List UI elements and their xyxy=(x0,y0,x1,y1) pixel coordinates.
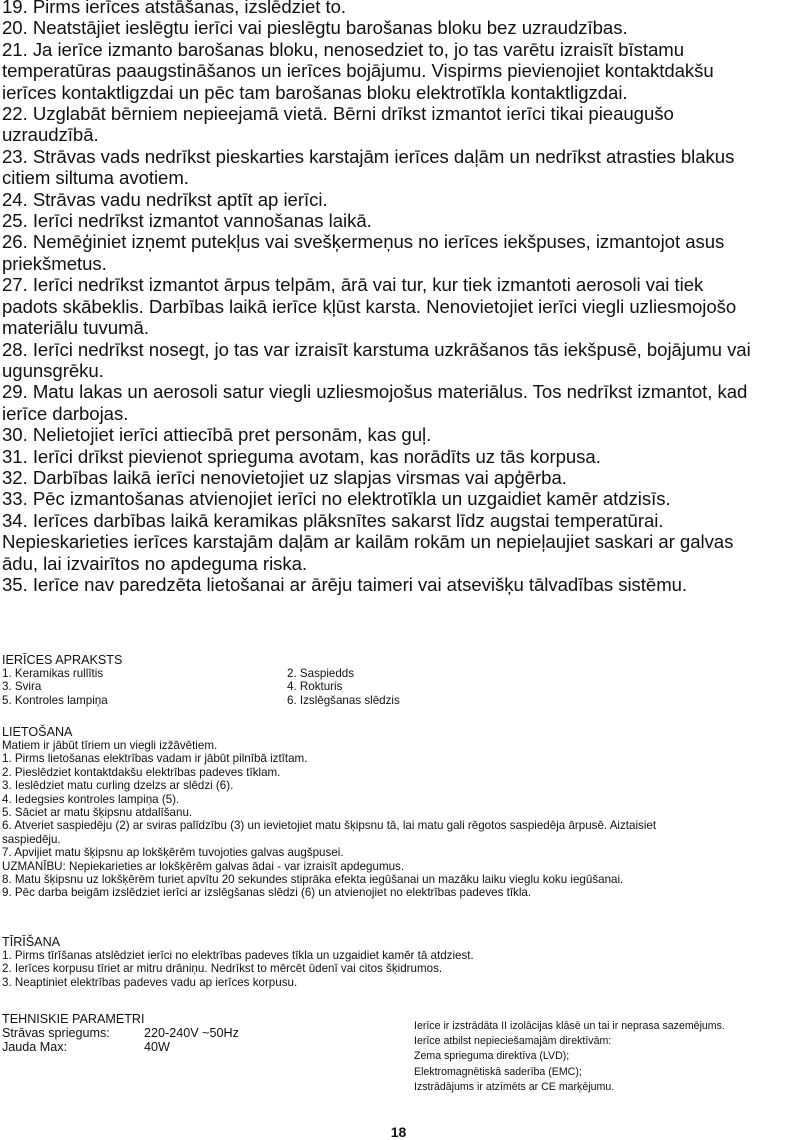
param-row xyxy=(2,1040,402,1054)
warning-line: 35. Ierīce nav paredzēta lietošanai ar ārēju taimeri vai atsevišķu tālvadības sistēmu. xyxy=(2,573,688,595)
usage-line: 7. Apvijiet matu šķipsnu ap lokšķērēm tuvojoties galvas augšpusei. xyxy=(2,846,344,860)
warning-line: 20. Neatstājiet ieslēgtu ierīci vai pieslēgtu barošanas bloku bez uzraudzības. xyxy=(2,17,628,39)
params-title: TEHNISKIE PARAMETRI xyxy=(2,1012,145,1026)
cleaning-line: 3. Neaptiniet elektrības padeves vadu ap ierīces korpusu. xyxy=(2,975,298,989)
warning-line: priekšmetus. xyxy=(2,252,107,274)
compliance-line: Ierīce ir izstrādāta II izolācijas klāsē un tai ir neprasa sazemējums. xyxy=(414,1020,725,1032)
usage-line: 8. Matu šķipsnu uz lokšķērēm turiet apvītu 20 sekundes stiprāka efekta iegūšanai un mazāku laiku vieglu koku iegūšanai. xyxy=(2,873,624,887)
warning-line: padots skābeklis. Darbības laikā ierīce kļūst karsta. Nenovietojiet ierīci viegli uzliesmojošo xyxy=(2,295,737,317)
parts-list xyxy=(2,667,762,707)
param-row xyxy=(2,1026,402,1040)
warning-line: 26. Nemēģiniet izņemt putekļus vai svešķermeņus no ierīces iekšpuses, izmantojot asus xyxy=(2,231,725,253)
usage-line: 3. Ieslēdziet matu curling dzelzs ar slēdzi (6). xyxy=(2,779,234,793)
compliance-line: Elektromagnētiskā saderība (EMC); xyxy=(414,1065,582,1078)
warning-line: 32. Darbības laikā ierīci nenovietojiet uz slapjas virsmas vai apģērba. xyxy=(2,466,567,488)
technical-parameters xyxy=(2,1012,402,1054)
usage-line: 2. Pieslēdziet kontaktdakšu elektrības padeves tīklam. xyxy=(2,765,281,779)
compliance-line: Zema sprieguma direktīva (LVD); xyxy=(414,1050,570,1063)
usage-line: 9. Pēc darba beigām izslēdziet ierīci ar izslēgšanas slēdzi (6) un atvienojiet no elektrības padeves tīkla. xyxy=(2,886,532,900)
part-item: 2. Saspiedds xyxy=(287,667,355,680)
compliance-notes xyxy=(414,1019,794,1095)
safety-warnings xyxy=(2,0,797,595)
usage-line: 5. Sāciet ar matu šķipsnu atdalīšanu. xyxy=(2,806,193,820)
warning-line: 34. Ierīces darbības laikā keramikas plāksnītes sakarst līdz augstai temperatūrai. xyxy=(2,509,664,531)
device-description xyxy=(2,653,762,707)
part-item: 5. Kontroles lampiņa xyxy=(2,693,108,707)
warning-line: 23. Strāvas vads nedrīkst pieskarties karstajām ierīces daļām un nedrīkst atrasties blakus xyxy=(2,145,735,167)
warning-line: 22. Uzglabāt bērniem nepieejamā vietā. Bērni drīkst izmantot ierīci tikai pieaugušo xyxy=(2,103,674,125)
usage-title: LIETOŠANA xyxy=(2,725,73,739)
page-number: 18 xyxy=(390,1124,407,1140)
cleaning-line: 1. Pirms tīrīšanas atslēdziet ierīci no elektrības padeves tīkla un uzgaidiet kamēr tā atdziest. xyxy=(2,949,474,962)
cleaning-line: 2. Ierīces korpusu tīriet ar mitru drāniņu. Nedrīkst to mērcēt ūdenī vai citos šķidrumos. xyxy=(2,962,443,976)
warning-line: ierīce darbojas. xyxy=(2,402,129,424)
warning-line: 27. Ierīci nedrīkst izmantot ārpus telpām, ārā vai tur, kur tiek izmantoti aerosoli vai tiek xyxy=(2,274,704,296)
warning-line: ugunsgrēku. xyxy=(2,359,104,381)
usage-line: 4. Iedegsies kontroles lampiņa (5). xyxy=(2,792,180,806)
warning-line: 31. Ierīci drīkst pievienot sprieguma avotam, kas norādīts uz tās korpusa. xyxy=(2,445,601,467)
warning-line: 21. Ja ierīce izmanto barošanas bloku, nenosedziet to, jo tas varētu izraisīt bīstamu xyxy=(2,38,685,60)
param-label: Strāvas spriegums: xyxy=(2,1026,110,1040)
part-item: 1. Keramikas rullītis xyxy=(2,667,104,680)
warning-line: 28. Ierīci nedrīkst nosegt, jo tas var izraisīt karstuma uzkrāšanos tās iekšpusē, bojājumu vai xyxy=(2,338,751,360)
usage-line: 1. Pirms lietošanas elektrības vadam ir jābūt pilnībā iztītam. xyxy=(2,752,308,766)
warning-line: 30. Nelietojiet ierīci attiecībā pret personām, kas guļ. xyxy=(2,424,432,446)
warning-line: temperatūras paaugstināšanos un ierīces bojājumu. Vispirms pievienojiet kontaktdakšu xyxy=(2,60,714,82)
usage-line: Matiem ir jābūt tīriem un viegli izžāvētiem. xyxy=(2,739,218,752)
description-title: IERĪCES APRAKSTS xyxy=(2,653,123,667)
warning-line: 33. Pēc izmantošanas atvienojiet ierīci no elektrotīkla un uzgaidiet kamēr atdzisīs. xyxy=(2,488,671,510)
part-item: 4. Rokturis xyxy=(287,680,343,694)
warning-line: 29. Matu lakas un aerosoli satur viegli uzliesmojošus materiālus. Tos nedrīkst izmantot, kad xyxy=(2,381,748,403)
part-item: 6. Izslēgšanas slēdzis xyxy=(287,693,400,707)
warning-line: ādu, lai izvairītos no apdeguma riska. xyxy=(2,552,308,574)
compliance-line: Ierīce atbilst nepieciešamajām direktīvām: xyxy=(414,1035,612,1048)
part-item: 3. Svira xyxy=(2,680,42,694)
warning-line: Nepieskarieties ierīces karstajām daļām ar kailām rokām un nepieļaujiet saskari ar galvas xyxy=(2,531,734,553)
usage-line: saspiedēju. xyxy=(2,832,61,846)
warning-line: 25. Ierīci nedrīkst izmantot vannošanas laikā. xyxy=(2,210,372,232)
usage-line: 6. Atveriet saspiedēju (2) ar sviras palīdzību (3) un ievietojiet matu šķipsnu tā, lai matu gali rēgotos saspiedēja ārpusē. Aiztaisiet xyxy=(2,819,657,833)
usage-section xyxy=(2,725,792,900)
compliance-line: Izstrādājums ir atzīmēts ar CE marķējumu. xyxy=(414,1080,615,1093)
param-label: Jauda Max: xyxy=(2,1040,68,1054)
usage-line: UZMANĪBU: Nepiekarieties ar lokšķērēm galvas ādai - var izraisīt apdegumus. xyxy=(2,859,405,873)
warning-line: citiem siltuma avotiem. xyxy=(2,167,189,189)
cleaning-section xyxy=(2,935,792,989)
warning-line: uzraudzībā. xyxy=(2,124,99,146)
warning-line: 19. Pirms ierīces atstāšanas, izslēdziet to. xyxy=(2,0,346,17)
warning-line: 24. Strāvas vadu nedrīkst aptīt ap ierīci. xyxy=(2,188,328,210)
cleaning-title: TĪRĪŠANA xyxy=(2,935,61,949)
warning-line: ierīces kontaktligzdai un pēc tam barošanas bloku elektrotīkla kontaktligzdai. xyxy=(2,81,628,103)
param-value: 220-240V ~50Hz xyxy=(144,1026,239,1040)
param-value: 40W xyxy=(144,1040,170,1054)
warning-line: materiālu tuvumā. xyxy=(2,317,149,339)
